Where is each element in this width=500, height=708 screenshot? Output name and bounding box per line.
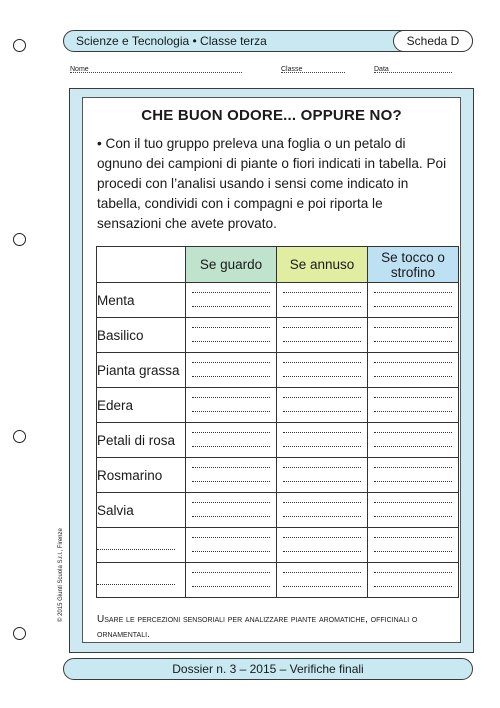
table-row: [97, 388, 459, 423]
answer-line: [192, 446, 270, 447]
answer-line: [374, 341, 452, 342]
senses-table: [96, 246, 459, 598]
answer-line: [374, 481, 452, 482]
answer-line: [374, 292, 452, 293]
answer-line: [374, 516, 452, 517]
answer-cell[interactable]: [277, 458, 368, 493]
answer-line: [283, 306, 361, 307]
row-label: [97, 388, 186, 423]
answer-line: [192, 516, 270, 517]
answer-line: [283, 537, 361, 538]
answer-line: [374, 537, 452, 538]
answer-line: [374, 306, 452, 307]
answer-cell[interactable]: [186, 563, 277, 598]
answer-line: [374, 467, 452, 468]
data-field[interactable]: [374, 66, 452, 73]
table-corner: [97, 247, 186, 283]
answer-line: [283, 502, 361, 503]
answer-cell[interactable]: [277, 528, 368, 563]
answer-line: [192, 572, 270, 573]
answer-line: [192, 327, 270, 328]
answer-line: [283, 446, 361, 447]
answer-line: [192, 397, 270, 398]
row-label-blank[interactable]: [97, 575, 175, 585]
subject-label: Scienze e Tecnologia • Classe terza: [76, 34, 267, 48]
classe-label: Classe: [281, 66, 303, 73]
row-label-text: Pianta grassa: [97, 362, 180, 378]
answer-line: [192, 362, 270, 363]
row-label: [97, 458, 186, 493]
answer-line: [283, 572, 361, 573]
answer-cell[interactable]: [368, 493, 459, 528]
nome-field[interactable]: [70, 66, 242, 73]
binder-hole-bottom: [13, 627, 26, 640]
table-row: [97, 528, 459, 563]
row-label-text: Rosmarino: [97, 467, 163, 483]
answer-line: [283, 376, 361, 377]
binder-hole-top: [13, 39, 26, 52]
answer-line: [374, 411, 452, 412]
answer-cell[interactable]: [186, 528, 277, 563]
worksheet-panel: [69, 88, 474, 653]
answer-cell[interactable]: [186, 283, 277, 318]
column-header-guardo: Se guardo: [186, 247, 277, 283]
column-header-annuso: Se annuso: [277, 247, 368, 283]
answer-line: [192, 376, 270, 377]
answer-line: [374, 362, 452, 363]
answer-line: [192, 411, 270, 412]
answer-cell[interactable]: [186, 493, 277, 528]
worksheet-sheet: [82, 97, 461, 643]
worksheet-instruction: • Con il tuo gruppo preleva una foglia o un petalo di ognuno dei campioni di piante o fiori indicati in tabella. Poi procedi con l’analisi usando i sensi come indicato in tabella, condividi con i compagni e poi riporta le sensazioni che avete provato.: [97, 136, 447, 231]
answer-line: [283, 362, 361, 363]
table-row: [97, 283, 459, 318]
answer-line: [192, 481, 270, 482]
answer-cell[interactable]: [368, 423, 459, 458]
nome-label: Nome: [70, 66, 89, 73]
answer-line: [192, 341, 270, 342]
table-row: [97, 563, 459, 598]
row-label: [97, 283, 186, 318]
row-label-text: Basilico: [97, 327, 144, 343]
answer-cell[interactable]: [277, 283, 368, 318]
answer-line: [374, 572, 452, 573]
answer-line: [374, 376, 452, 377]
answer-line: [192, 537, 270, 538]
table-row: [97, 493, 459, 528]
table-row: [97, 458, 459, 493]
answer-cell[interactable]: [186, 423, 277, 458]
answer-cell[interactable]: [277, 423, 368, 458]
answer-line: [283, 551, 361, 552]
scheda-badge: Scheda D: [393, 30, 473, 52]
answer-line: [374, 551, 452, 552]
answer-line: [192, 432, 270, 433]
binder-hole-upper-middle: [13, 233, 26, 246]
table-row: [97, 353, 459, 388]
answer-line: [283, 411, 361, 412]
answer-cell[interactable]: [186, 353, 277, 388]
answer-line: [374, 327, 452, 328]
row-label: [97, 423, 186, 458]
footer-band: Dossier n. 3 – 2015 – Verifiche finali: [63, 658, 473, 680]
answer-cell[interactable]: [277, 318, 368, 353]
answer-cell[interactable]: [368, 528, 459, 563]
row-label: [97, 318, 186, 353]
row-label: [97, 353, 186, 388]
answer-line: [283, 327, 361, 328]
answer-cell[interactable]: [368, 563, 459, 598]
classe-field[interactable]: [281, 66, 345, 73]
column-header-tocco: Se tocco o strofino: [368, 247, 459, 283]
row-label: [97, 528, 186, 563]
answer-line: [374, 397, 452, 398]
answer-cell[interactable]: [186, 318, 277, 353]
student-info-row: [70, 66, 472, 78]
copyright-notice: © 2015 Giunti Scuola S.r.l., Firenze: [58, 528, 64, 622]
table-row: [97, 318, 459, 353]
answer-cell[interactable]: [368, 353, 459, 388]
answer-line: [374, 446, 452, 447]
answer-cell[interactable]: [368, 283, 459, 318]
answer-cell[interactable]: [368, 318, 459, 353]
answer-line: [283, 292, 361, 293]
row-label-text: Edera: [97, 397, 134, 413]
table-row: [97, 423, 459, 458]
answer-line: [283, 467, 361, 468]
answer-line: [283, 397, 361, 398]
row-label-text: Menta: [97, 292, 135, 308]
answer-line: [192, 306, 270, 307]
answer-line: [283, 586, 361, 587]
answer-cell[interactable]: [186, 388, 277, 423]
answer-line: [192, 292, 270, 293]
row-label: [97, 493, 186, 528]
data-label: Data: [374, 66, 389, 73]
answer-cell[interactable]: [277, 563, 368, 598]
answer-line: [283, 341, 361, 342]
answer-line: [283, 481, 361, 482]
answer-cell[interactable]: [277, 388, 368, 423]
answer-line: [374, 586, 452, 587]
answer-line: [192, 502, 270, 503]
answer-line: [283, 516, 361, 517]
binder-hole-lower-middle: [13, 430, 26, 443]
header-band: [63, 30, 473, 52]
answer-cell[interactable]: [186, 458, 277, 493]
answer-line: [192, 586, 270, 587]
table-body: [97, 283, 459, 598]
worksheet-title: CHE BUON ODORE... OPPURE NO?: [141, 107, 402, 124]
row-label-blank[interactable]: [97, 540, 175, 550]
answer-cell[interactable]: [368, 388, 459, 423]
answer-line: [374, 502, 452, 503]
row-label-text: Salvia: [97, 502, 134, 518]
answer-line: [192, 467, 270, 468]
worksheet-note: Usare le percezioni sensoriali per analizzare piante aromatiche, officinali o ornamentali.: [97, 614, 418, 640]
answer-cell[interactable]: [368, 458, 459, 493]
answer-line: [192, 551, 270, 552]
answer-line: [283, 432, 361, 433]
answer-cell[interactable]: [277, 353, 368, 388]
row-label: [97, 563, 186, 598]
answer-cell[interactable]: [277, 493, 368, 528]
answer-line: [374, 432, 452, 433]
row-label-text: Petali di rosa: [97, 432, 176, 448]
